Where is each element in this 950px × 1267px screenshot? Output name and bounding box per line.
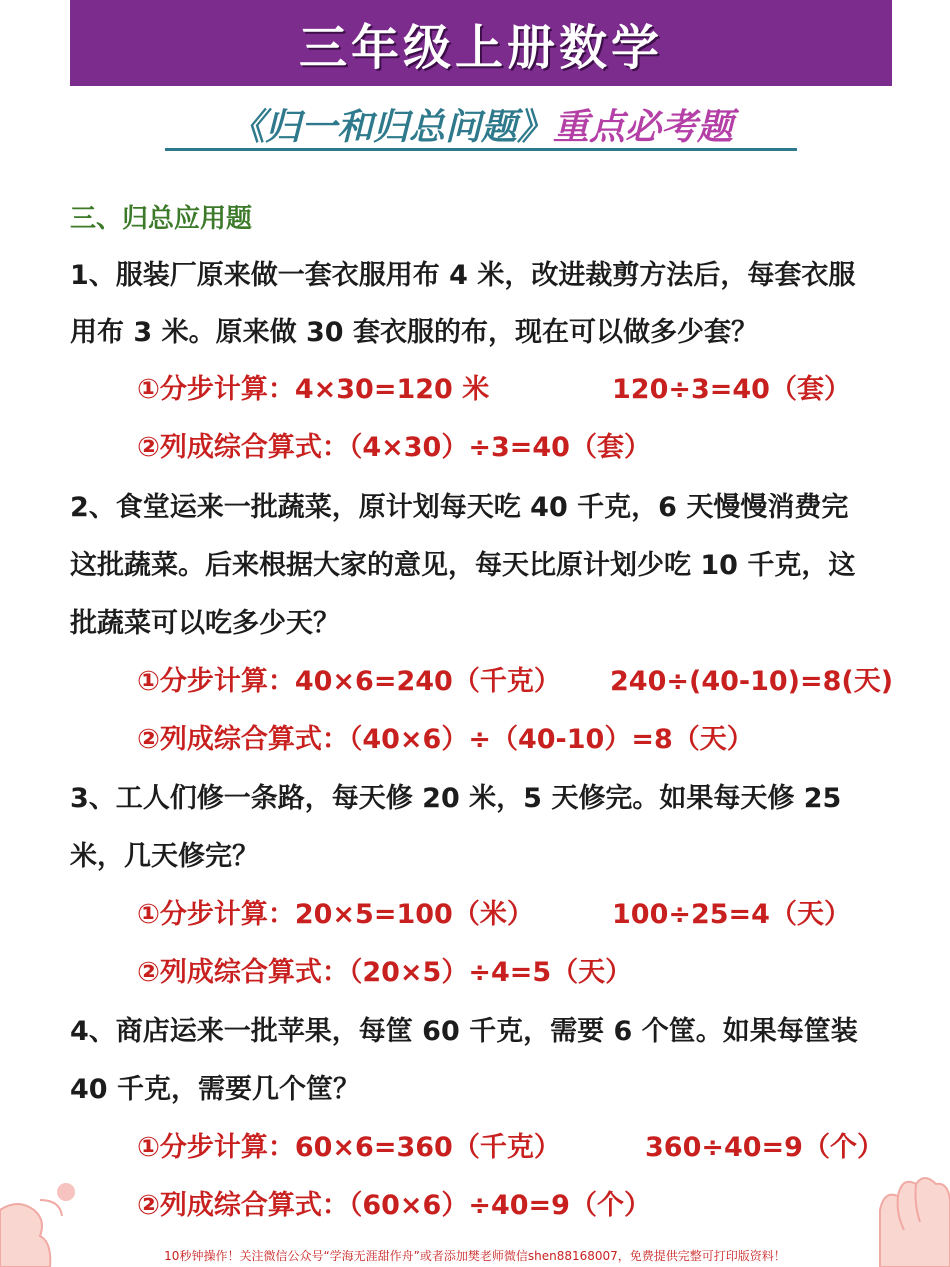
problem-4-step-a: ①分步计算：60×6=360（千克） xyxy=(137,1132,561,1163)
problem-1-line-1: 1、服装厂原来做一套衣服用布 4 米，改进裁剪方法后，每套衣服 xyxy=(70,260,856,291)
problem-4-step-b: 360÷40=9（个） xyxy=(645,1132,884,1163)
problem-1-combined: ②列成综合算式：（4×30）÷3=40（套） xyxy=(137,432,651,463)
problem-2-line-2: 这批蔬菜。后来根据大家的意见，每天比原计划少吃 10 千克，这 xyxy=(70,550,856,581)
problem-2-step-a: ①分步计算：40×6=240（千克） xyxy=(137,666,561,697)
problem-2-combined: ②列成综合算式：（40×6）÷（40-10）=8（天） xyxy=(137,724,754,755)
subtitle-emphasis: 重点必考题 xyxy=(553,106,734,148)
problem-4-line-1: 4、商店运来一批苹果，每筐 60 千克，需要 6 个筐。如果每筐装 xyxy=(70,1016,858,1047)
problem-2-step-b: 240÷(40-10)=8(天) xyxy=(610,666,894,697)
problem-3-step-a: ①分步计算：20×5=100（米） xyxy=(137,899,534,930)
section-title: 三、归总应用题 xyxy=(70,204,253,234)
problem-1-step-b: 120÷3=40（套） xyxy=(612,374,851,405)
subtitle-underline xyxy=(165,148,797,151)
problem-4-combined: ②列成综合算式：（60×6）÷40=9（个） xyxy=(137,1190,651,1221)
problem-1-line-2: 用布 3 米。原来做 30 套衣服的布，现在可以做多少套？ xyxy=(70,317,758,348)
problem-4-line-2: 40 千克，需要几个筐？ xyxy=(70,1074,360,1105)
problem-3-line-1: 3、工人们修一条路，每天修 20 米，5 天修完。如果每天修 25 xyxy=(70,783,842,814)
subtitle xyxy=(165,100,797,148)
footer-notice: 10秒钟操作！关注微信公众号“学海无涯甜作舟”或者添加樊老师微信shen88168007，免费提供完整可打印版资料！ xyxy=(164,1249,786,1263)
problem-1-step-a: ①分步计算：4×30=120 米 xyxy=(137,374,490,405)
title-banner xyxy=(70,0,892,86)
page-title: 三年级上册数学 xyxy=(298,19,663,76)
problem-3-combined: ②列成综合算式：（20×5）÷4=5（天） xyxy=(137,957,633,988)
problem-2-line-1: 2、食堂运来一批蔬菜，原计划每天吃 40 千克，6 天慢慢消费完 xyxy=(70,492,849,523)
problem-3-step-b: 100÷25=4（天） xyxy=(612,899,851,930)
subtitle-topic: 《归一和归总问题》 xyxy=(228,106,553,148)
problem-3-line-2: 米，几天修完？ xyxy=(70,841,259,872)
problem-2-line-3: 批蔬菜可以吃多少天？ xyxy=(70,608,340,639)
